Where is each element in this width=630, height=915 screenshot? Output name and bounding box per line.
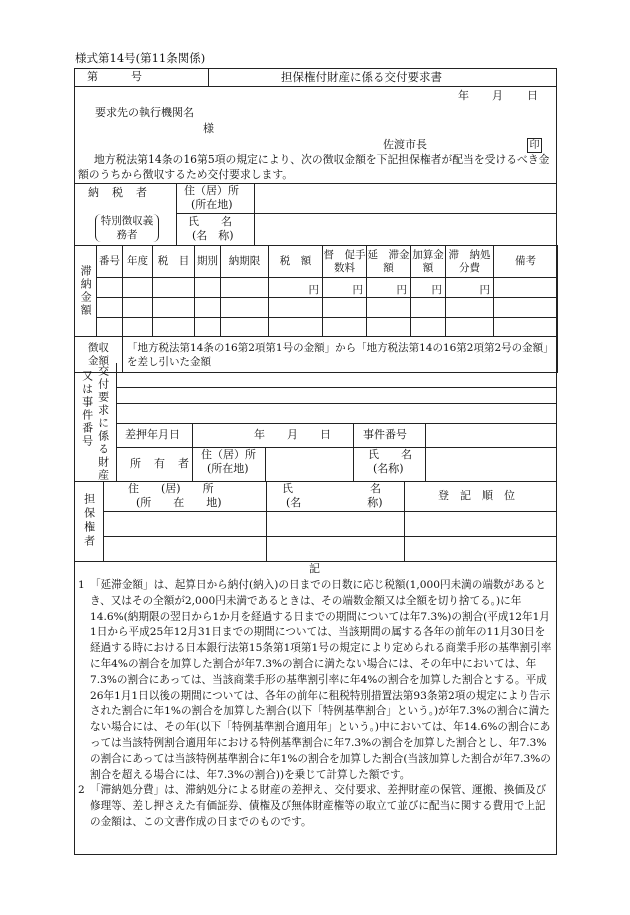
secured-name-label: 氏 名 — [282, 482, 381, 495]
arrears-table — [74, 245, 558, 373]
seizure-date-value: 年 月 日 — [254, 428, 331, 441]
arrears-header-due-date: 納期限 — [221, 246, 269, 278]
secured-name-sub: (名 称) — [286, 496, 383, 509]
yen-delinquency: 円 — [367, 278, 411, 298]
yen-tax: 円 — [269, 278, 323, 298]
recipient-honorific: 様 — [203, 122, 214, 135]
arrears-header-tax-amount: 税 額 — [269, 246, 323, 278]
arrears-header-tax-item: 税 目 — [153, 246, 195, 278]
number-label: 第 号 — [87, 70, 142, 83]
document-title: 担保権付財産に係る交付要求書 — [281, 70, 442, 84]
secured-address-sub: (所 在 地) — [136, 496, 222, 509]
owner-address-label: 住（居）所 — [201, 448, 256, 461]
taxpayer-address-sub: (所在地) — [191, 198, 233, 211]
arrears-header-year: 年度 — [123, 246, 153, 278]
taxpayer-name-label: 氏 名 — [188, 215, 232, 228]
notes-list — [78, 578, 554, 831]
taxpayer-address-label: 住（居）所 — [184, 184, 239, 197]
yen-disposition: 円 — [446, 278, 494, 298]
date-year: 年 — [458, 89, 469, 102]
property-side-label: 交付要求に係る財産 又は事件番号 — [80, 365, 110, 482]
collection-amount-label: 徴収金額 — [75, 337, 123, 373]
date-day: 日 — [527, 89, 538, 102]
note-item-1: 1 「延滞金額」は、起算日から納付(納入)の日までの日数に応じ税額(1,000円未満の端数があるとき、又はその全額が2,000円未満であるときは、その端数金額又は全額を切り捨てる。)に年14.6%(納期限の翌日から1か月を経過する日までの期間については年7.3%)の割合(平成12年1月1日から平成25年12月31日までの期間については、当該期間の属する各年の前年の11月30日を経過する時における日本銀行法第15条第1項第1号の規定により定められる商業手形の基準割引率に年4%の割合を加算した割合が年7.3%の割合に満たない場合には、その年中においては、年7.3%の割合にあっては、当該商業手形の基準割引率に年4%の割合を加算した割合とする。平成26年1月1日以後の期間については、各年の前年に租税特別措置法第93条第2項の規定により告示された割合に年1%の割合を加算した割合(以下「特例基準割合」という。)が年7.3%の割合に満たない場合には、その年(以下「特例基準割合適用年」という。)中においては、年14.6%の割合にあっては当該特例割合適用年における特例基準割合に年7.3%の割合を加算した割合とし、年7.3%の割合にあっては当該特例基準割合に年1%の割合を加算した割合(当該加算した割合が年7.3%の割合を超える場合には、年7.3%の割合))を乗じて計算した額です。 — [78, 579, 552, 781]
seizure-date-label: 差押年月日 — [125, 428, 180, 441]
arrears-header-disposition-fee: 滞 納処分費 — [446, 246, 494, 278]
secured-address-label: 住 (居) 所 — [128, 482, 214, 495]
sender-name: 佐渡市長 — [383, 138, 427, 151]
taxpayer-name-sub: (名 称) — [192, 229, 234, 242]
notes-heading: 記 — [309, 562, 320, 575]
intro-text: 地方税法第14条の16第5項の規定により、次の徴収金額を下記担保権者が配当を受けるべき金額のうちから徴収するため交付要求します。 — [78, 153, 550, 181]
yen-additional: 円 — [411, 278, 446, 298]
case-number-label: 事件番号 — [363, 428, 407, 441]
arrears-header-remarks: 備考 — [494, 246, 558, 278]
owner-label: 所 有 者 — [130, 457, 190, 470]
date-month: 月 — [492, 89, 503, 102]
taxpayer-label: 納 税 者 — [88, 186, 148, 199]
secured-side-label: 担保権者 — [82, 493, 96, 549]
owner-name-label: 氏 名 — [368, 448, 412, 461]
form-number: 様式第14号(第11条関係) — [75, 51, 206, 65]
arrears-side-label: 滞納金額 — [75, 246, 97, 337]
special-collector-label: 特別徴収義務者 — [95, 214, 159, 242]
owner-address-sub: (所在地) — [207, 462, 249, 475]
registration-rank-label: 登 記 順 位 — [438, 489, 515, 502]
note-item-2: 2 「滞納処分費」は、滞納処分による財産の差押え、交付要求、差押財産の保管、運搬、換価及び修理等、差し押さえた有価証券、債権及び無体財産権等の取立て並びに配当に関する費用で上記の金額は、この文書作成の日までのものです。 — [78, 784, 547, 828]
arrears-header-reminder-fee: 督 促手数料 — [323, 246, 367, 278]
owner-name-sub: (名称) — [373, 462, 404, 475]
arrears-header-period: 期別 — [195, 246, 221, 278]
recipient-agency-label: 要求先の執行機関名 — [95, 106, 194, 119]
arrears-header-additional: 加算金額 — [411, 246, 446, 278]
collection-amount-text: 「地方税法第14条の16第2項第1号の金額」から「地方税法第14の16第2項第2号の金額」を差し引いた金額 — [123, 337, 558, 373]
yen-reminder: 円 — [323, 278, 367, 298]
arrears-header-number: 番号 — [97, 246, 123, 278]
arrears-header-delinquency: 延 滞金 額 — [367, 246, 411, 278]
seal-mark: 印 — [527, 138, 542, 153]
